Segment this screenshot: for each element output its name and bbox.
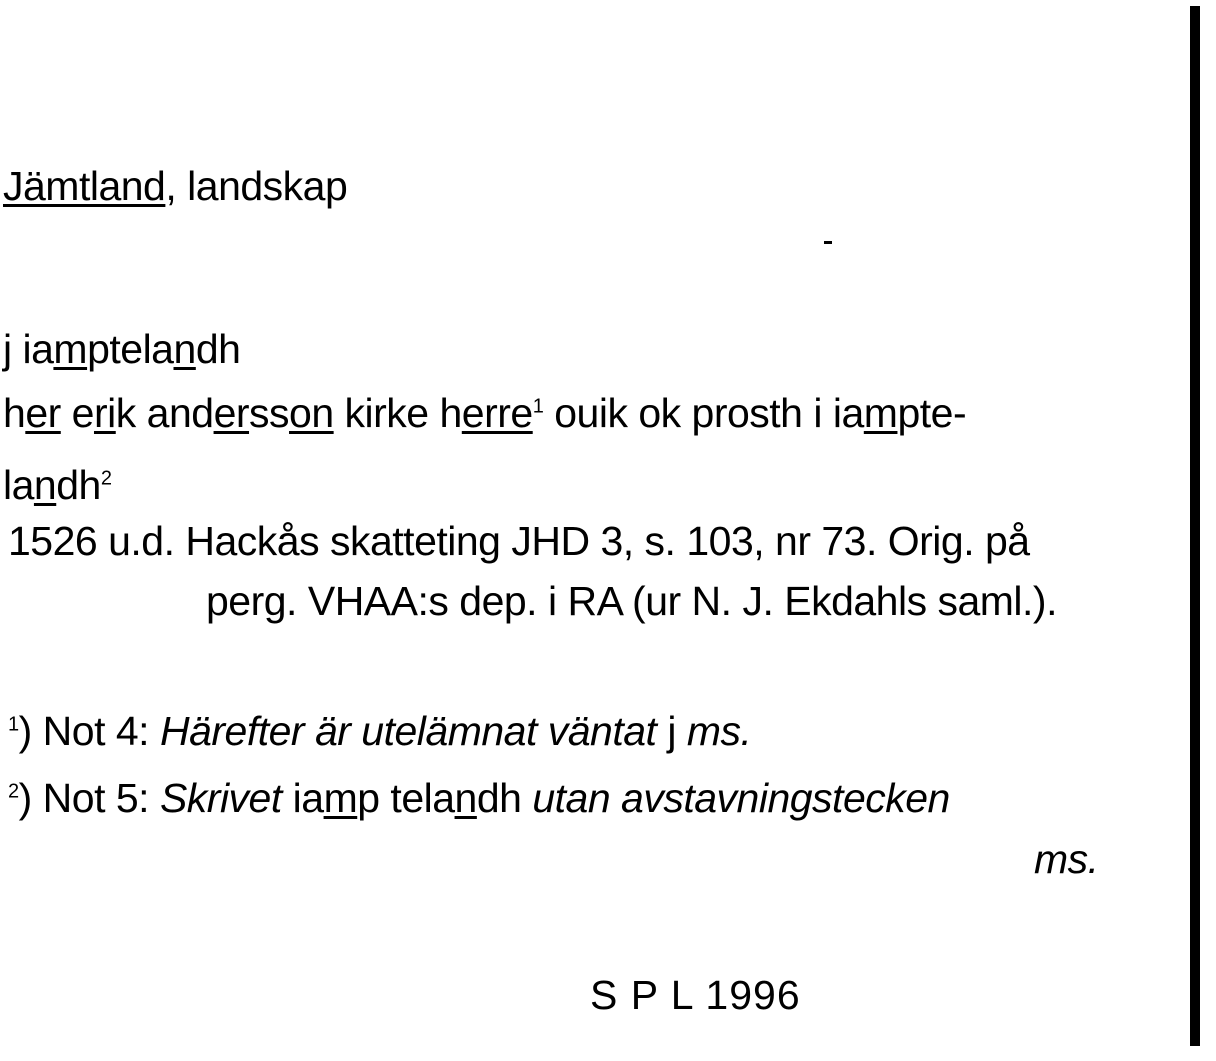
heading-place: Jämtland <box>3 163 166 209</box>
card-heading <box>3 163 347 209</box>
text-part: e <box>60 390 94 436</box>
note-comment: ms. <box>686 708 752 754</box>
note-comment: utan avstavningstecken <box>532 775 950 821</box>
heading-rest: , landskap <box>165 163 348 209</box>
text-part: k and <box>115 390 214 436</box>
footnote-1 <box>8 708 751 754</box>
footnote-ref: 2 <box>100 467 112 490</box>
text-expanded: er <box>213 390 250 436</box>
text-expanded: erre <box>461 390 533 436</box>
text-part: ouik ok prosth i ia <box>543 390 864 436</box>
text-part: dh <box>56 462 101 508</box>
context-line-continued <box>3 462 111 508</box>
text-expanded: ri <box>93 390 116 436</box>
form-part: j ia <box>3 326 54 372</box>
note-quote: p tela <box>357 775 455 821</box>
text-part: h <box>3 390 26 436</box>
note-quote: ia <box>281 775 324 821</box>
form-expanded: m <box>53 326 88 372</box>
text-part: kirke h <box>333 390 462 436</box>
note-quote: j <box>656 708 687 754</box>
text-part: pte- <box>897 390 967 436</box>
source-line: 1526 u.d. Hackås skatteting JHD 3, s. 103, nr 73. Orig. på <box>8 518 1030 564</box>
source-line-continued: perg. VHAA:s dep. i RA (ur N. J. Ekdahls saml.). <box>206 578 1057 624</box>
form-part: dh <box>195 326 241 372</box>
footnote-ref: 1 <box>532 395 544 418</box>
form-expanded: n <box>173 326 196 372</box>
card-footer: S P L 1996 <box>590 972 801 1018</box>
text-expanded: er <box>25 390 61 436</box>
text-part: ss <box>249 390 290 436</box>
text-expanded: n <box>33 462 57 508</box>
form-part: ptela <box>87 326 174 372</box>
note-marker: 1 <box>8 713 19 736</box>
note-label: ) Not 5: <box>18 775 160 821</box>
note-quote-expanded: n <box>454 775 477 821</box>
speck-mark <box>824 241 832 244</box>
note-quote: dh <box>476 775 533 821</box>
note-label: ) Not 4: <box>18 708 160 754</box>
footnote-2 <box>8 775 950 821</box>
note-comment: Härefter är utelämnat väntat <box>159 708 657 754</box>
note-quote-expanded: m <box>323 775 358 821</box>
note-marker: 2 <box>8 780 19 803</box>
text-part: la <box>3 462 34 508</box>
card-edge-shadow <box>1190 6 1200 1046</box>
note-comment: Skrivet <box>159 775 282 821</box>
footnote-2-continued: ms. <box>1034 836 1099 882</box>
text-expanded: on <box>289 390 334 436</box>
context-line <box>3 390 966 436</box>
attested-form <box>3 326 240 372</box>
text-expanded: m <box>863 390 898 436</box>
